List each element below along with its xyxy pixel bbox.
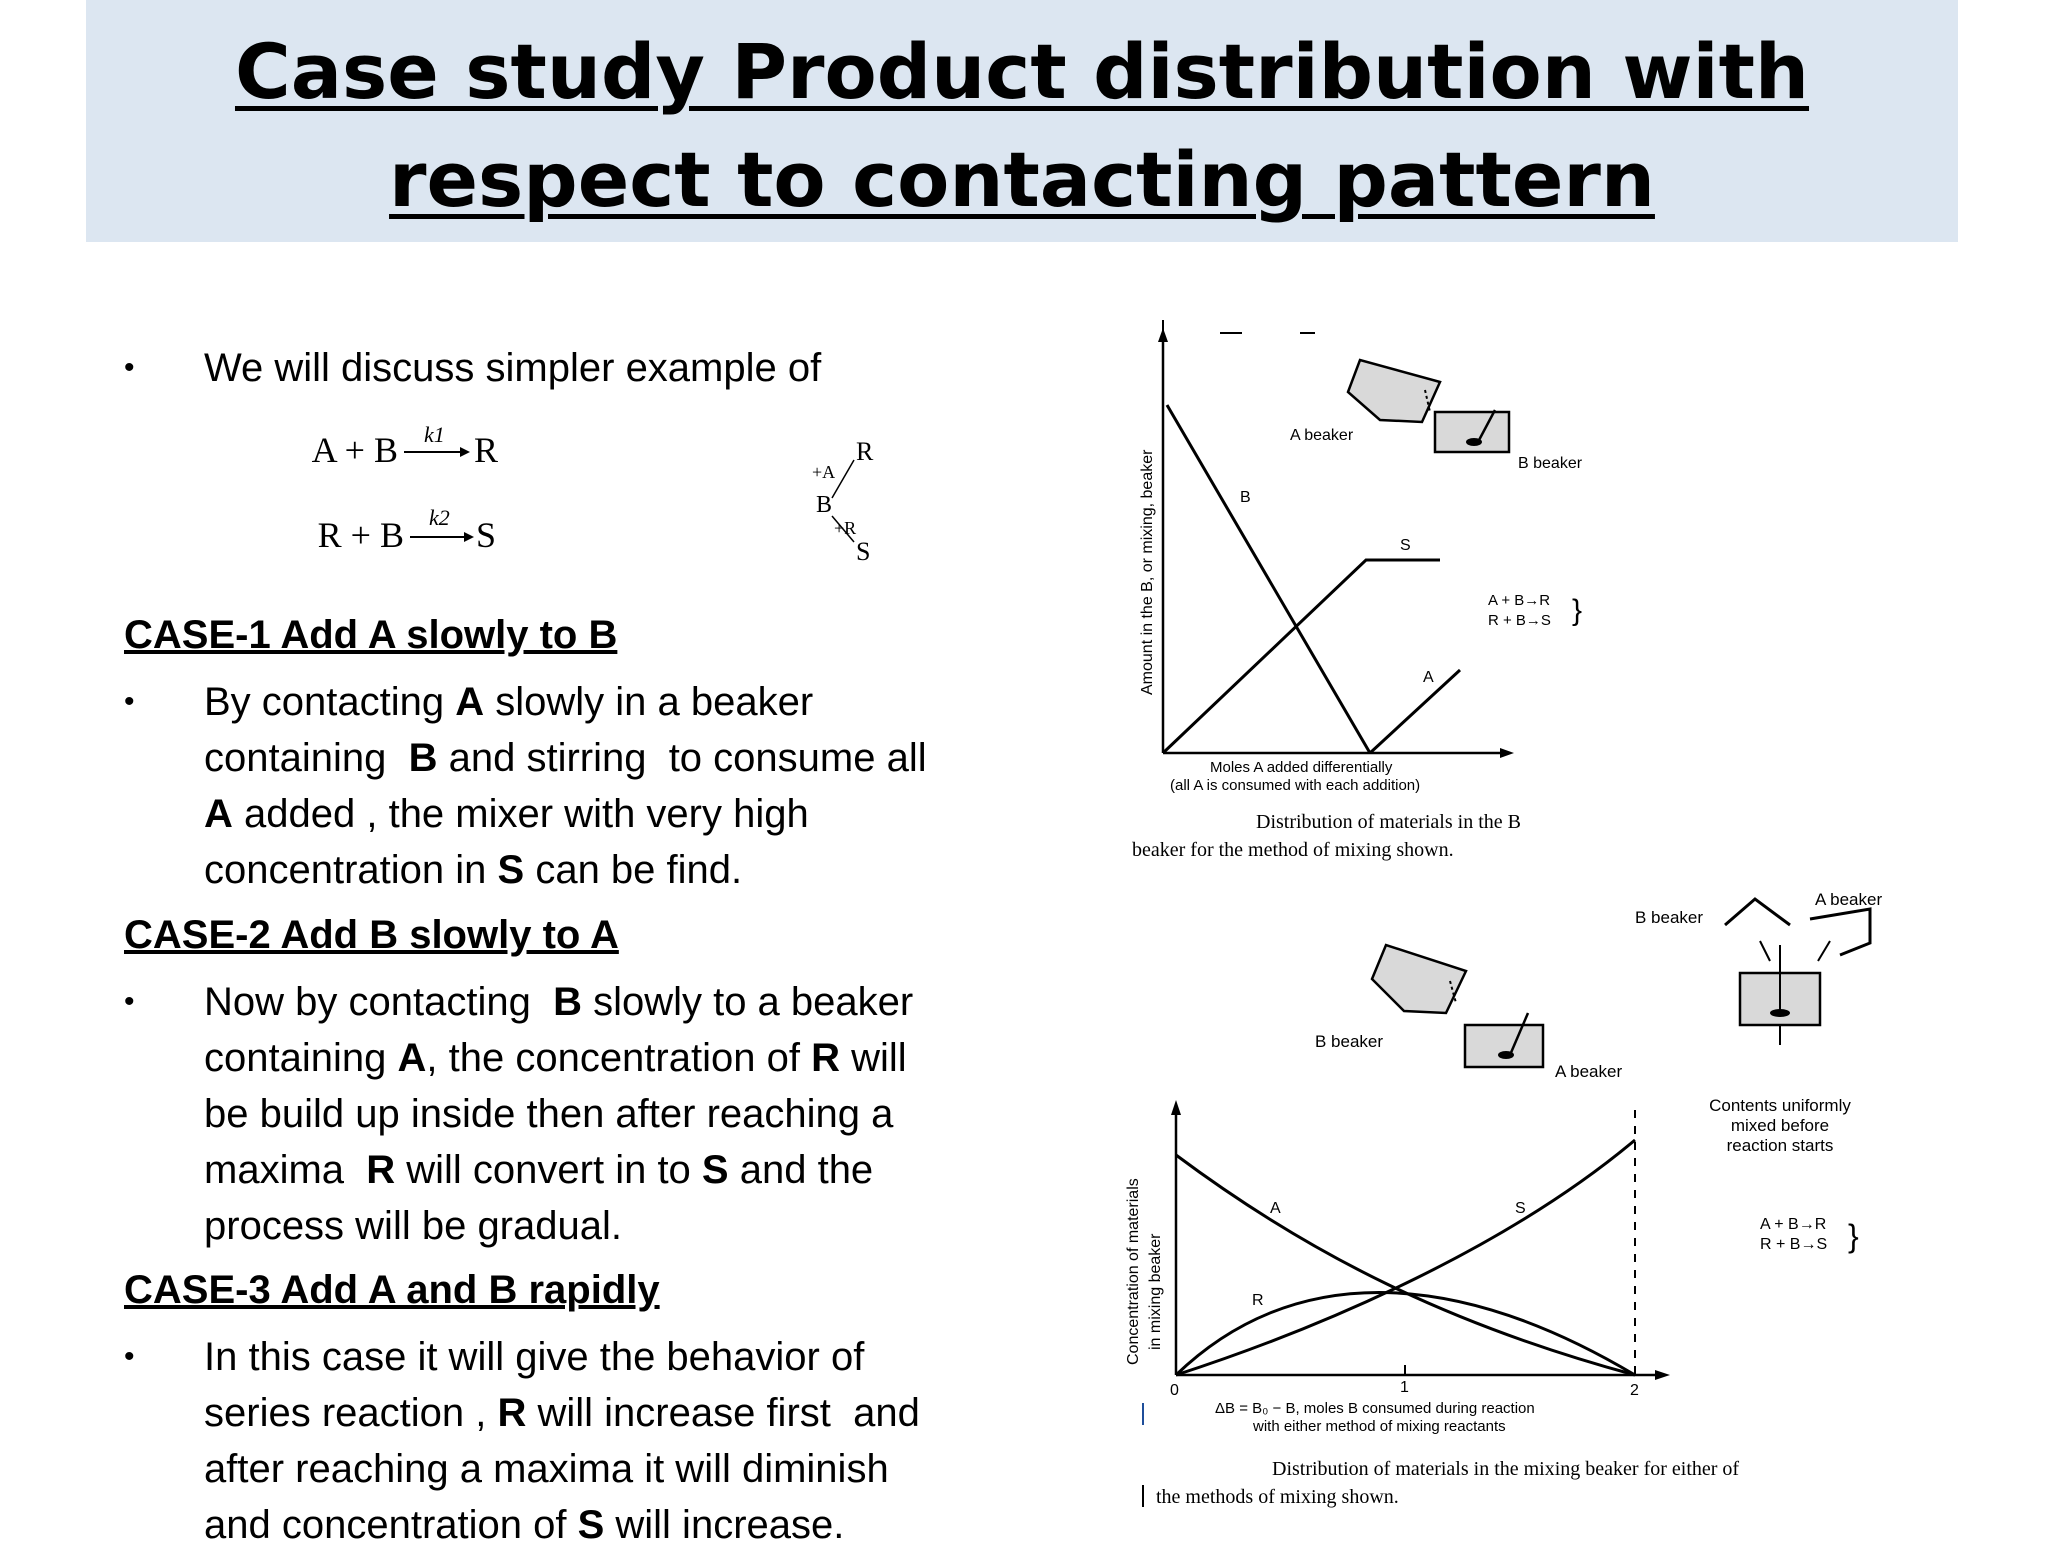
fig2-x-arrowhead: [1655, 1370, 1670, 1380]
fig1-y-arrowhead: [1158, 328, 1168, 342]
bullet-dot: •: [124, 1340, 135, 1373]
fig2-b-beaker-label: B beaker: [1315, 1032, 1384, 1051]
fig2-label-S: S: [1515, 1200, 1526, 1217]
text-line: [204, 1030, 1024, 1086]
bold-term: B: [408, 736, 438, 780]
bold-term: S: [497, 848, 525, 892]
text-line: [204, 974, 1024, 1030]
fig1-brace: }: [1572, 594, 1583, 627]
text-segment: Now by contacting: [204, 980, 554, 1024]
text-line: [204, 1329, 1024, 1385]
k2-label: k2: [429, 505, 450, 530]
fig1-curve-S: [1163, 560, 1440, 753]
text-line: [204, 1142, 1024, 1198]
bold-term: A: [397, 1036, 427, 1080]
scheme-R: R: [856, 437, 874, 466]
fig2-rxn1: A + B→R: [1760, 1216, 1827, 1233]
text-line: [204, 1497, 1024, 1553]
text-segment: and stirring to consume all: [437, 736, 927, 780]
scheme-plusA: +A: [812, 462, 836, 482]
fig2-right-b-label: B beaker: [1635, 908, 1704, 927]
fig2-brace: }: [1848, 1218, 1859, 1254]
text-segment: concentration in: [204, 848, 498, 892]
fig2-note2: mixed before: [1730, 1116, 1830, 1135]
text-segment: containing: [204, 736, 409, 780]
text-segment: series reaction ,: [204, 1391, 498, 1435]
text-line: [204, 1385, 1024, 1441]
fig1-caption1: Distribution of materials in the B: [1256, 811, 1521, 833]
fig2-xlabel1: ΔB = B₀ − B, moles B consumed during reaction: [1215, 1400, 1535, 1417]
fig2-y-arrowhead: [1171, 1100, 1181, 1115]
case-3-heading: CASE-3 Add A and B rapidly: [124, 1268, 660, 1312]
fig2-tick-0: 0: [1170, 1382, 1179, 1399]
r2-left: R + B: [317, 515, 404, 555]
fig1-rxn1: A + B→R: [1488, 592, 1551, 609]
r2-arrowhead: [464, 532, 474, 542]
bold-term: B: [553, 980, 582, 1024]
fig2-rxn2: R + B→S: [1760, 1236, 1828, 1253]
r2-right: S: [476, 515, 497, 555]
fig1-label-A: A: [1423, 669, 1434, 686]
page-title: Case study Product distribution with respect to contacting pattern: [234, 27, 1810, 224]
bullet-dot: •: [124, 351, 135, 384]
fig2-tick-1: 1: [1400, 1379, 1409, 1396]
case-1-text: [204, 674, 1024, 898]
scheme-arrow-up: [832, 460, 854, 498]
fig2-caption2: the methods of mixing shown.: [1156, 1486, 1399, 1508]
text-segment: after reaching a maxima it will diminish: [204, 1447, 889, 1491]
fig2-note1: Contents uniformly: [1709, 1096, 1851, 1115]
text-line: [204, 842, 1024, 898]
fig1-ylabel: Amount in the B, or mixing, beaker: [1139, 449, 1156, 695]
text-segment: In this case it will give the behavior of: [204, 1335, 865, 1379]
text-line: [204, 1198, 1024, 1254]
bullet-dot: •: [124, 985, 135, 1018]
fig2-a-beaker-icon: [1465, 1013, 1543, 1067]
text-segment: and the: [728, 1148, 874, 1192]
fig1-b-beaker-label: B beaker: [1518, 455, 1583, 472]
case-2-heading: CASE-2 Add B slowly to A: [124, 913, 619, 957]
text-segment: , the concentration of: [426, 1036, 812, 1080]
fig1-caption2: beaker for the method of mixing shown.: [1132, 839, 1454, 861]
text-segment: will convert in to: [395, 1148, 702, 1192]
scheme-plusR: +R: [834, 518, 857, 538]
text-line: [204, 674, 1024, 730]
fig1-xlabel1: Moles A added differentially: [1210, 759, 1393, 776]
text-segment: will increase.: [604, 1503, 845, 1547]
fig1-label-S: S: [1400, 537, 1411, 554]
intro-text: We will discuss simpler example of: [204, 346, 822, 390]
text-segment: will: [839, 1036, 907, 1080]
fig2-pour-arrow-2: [1818, 941, 1830, 961]
fig2-label-A: A: [1270, 1200, 1281, 1217]
bold-term: S: [577, 1503, 605, 1547]
fig2-caption1: Distribution of materials in the mixing beaker for either of: [1272, 1458, 1740, 1480]
text-segment: slowly to a beaker: [581, 980, 914, 1024]
r1-left: A + B: [311, 430, 398, 470]
text-segment: maxima: [204, 1148, 367, 1192]
k1-label: k1: [424, 422, 445, 447]
text-line: [204, 786, 1024, 842]
fig1-rxn2: R + B→S: [1488, 612, 1551, 629]
fig2-b-beaker-icon: [1372, 945, 1466, 1013]
fig1-curve-B: [1167, 405, 1370, 753]
text-segment: By contacting: [204, 680, 456, 724]
text-segment: slowly in a beaker: [484, 680, 814, 724]
text-segment: process will be gradual.: [204, 1204, 622, 1248]
fig2-pour-arrow-1: [1760, 941, 1770, 961]
case-1-heading: CASE-1 Add A slowly to B: [124, 613, 618, 657]
fig2-right-b-beaker-icon: [1725, 899, 1790, 925]
fig2-xlabel2: with either method of mixing reactants: [1253, 1418, 1506, 1435]
fig1-a-beaker-label: A beaker: [1290, 427, 1354, 444]
figure-1: [1110, 320, 1670, 880]
fig2-ylabel2: in mixing beaker: [1147, 1233, 1164, 1350]
case-3-text: [204, 1329, 1024, 1553]
fig2-curve-A: [1176, 1155, 1635, 1375]
text-segment: be build up inside then after reaching a: [204, 1092, 894, 1136]
fig2-right-a-label: A beaker: [1815, 890, 1883, 909]
bold-term: A: [455, 680, 485, 724]
fig1-b-beaker-icon: [1435, 410, 1509, 452]
text-line: [204, 1441, 1024, 1497]
text-segment: will increase first and: [526, 1391, 920, 1435]
bold-term: R: [497, 1391, 527, 1435]
fig1-a-beaker-icon: [1348, 360, 1440, 422]
bullet-dot: •: [124, 685, 135, 718]
fig2-mixing-beaker-icon: [1740, 945, 1820, 1025]
text-segment: added , the mixer with very high: [232, 792, 809, 836]
fig2-ylabel1: Concentration of materials: [1125, 1178, 1142, 1365]
fig2-tick-2: 2: [1630, 1382, 1639, 1399]
r1-right: R: [474, 430, 499, 470]
fig2-curve-R: [1176, 1293, 1635, 1376]
bold-term: R: [366, 1148, 396, 1192]
fig2-a-beaker-label: A beaker: [1555, 1062, 1623, 1081]
text-segment: and concentration of: [204, 1503, 578, 1547]
fig2-note3: reaction starts: [1726, 1136, 1834, 1155]
fig1-x-arrowhead: [1500, 748, 1514, 758]
r1-arrowhead: [460, 447, 470, 457]
bold-term: A: [204, 792, 233, 836]
case-2-text: [204, 974, 1024, 1254]
fig1-curve-A: [1370, 670, 1460, 753]
scheme-S: S: [856, 537, 871, 566]
text-segment: containing: [204, 1036, 398, 1080]
fig2-right-a-beaker-icon: [1810, 909, 1870, 955]
fig2-label-R: R: [1252, 1292, 1264, 1309]
scheme-B: B: [816, 492, 833, 518]
text-segment: can be find.: [524, 848, 743, 892]
bold-term: R: [811, 1036, 840, 1080]
fig1-label-B: B: [1240, 489, 1251, 506]
bold-term: S: [701, 1148, 729, 1192]
figure-2: [1110, 885, 1930, 1525]
text-line: [204, 1086, 1024, 1142]
reaction-equations: [264, 420, 884, 590]
fig1-xlabel2: (all A is consumed with each addition): [1170, 777, 1421, 794]
text-line: [204, 730, 1024, 786]
